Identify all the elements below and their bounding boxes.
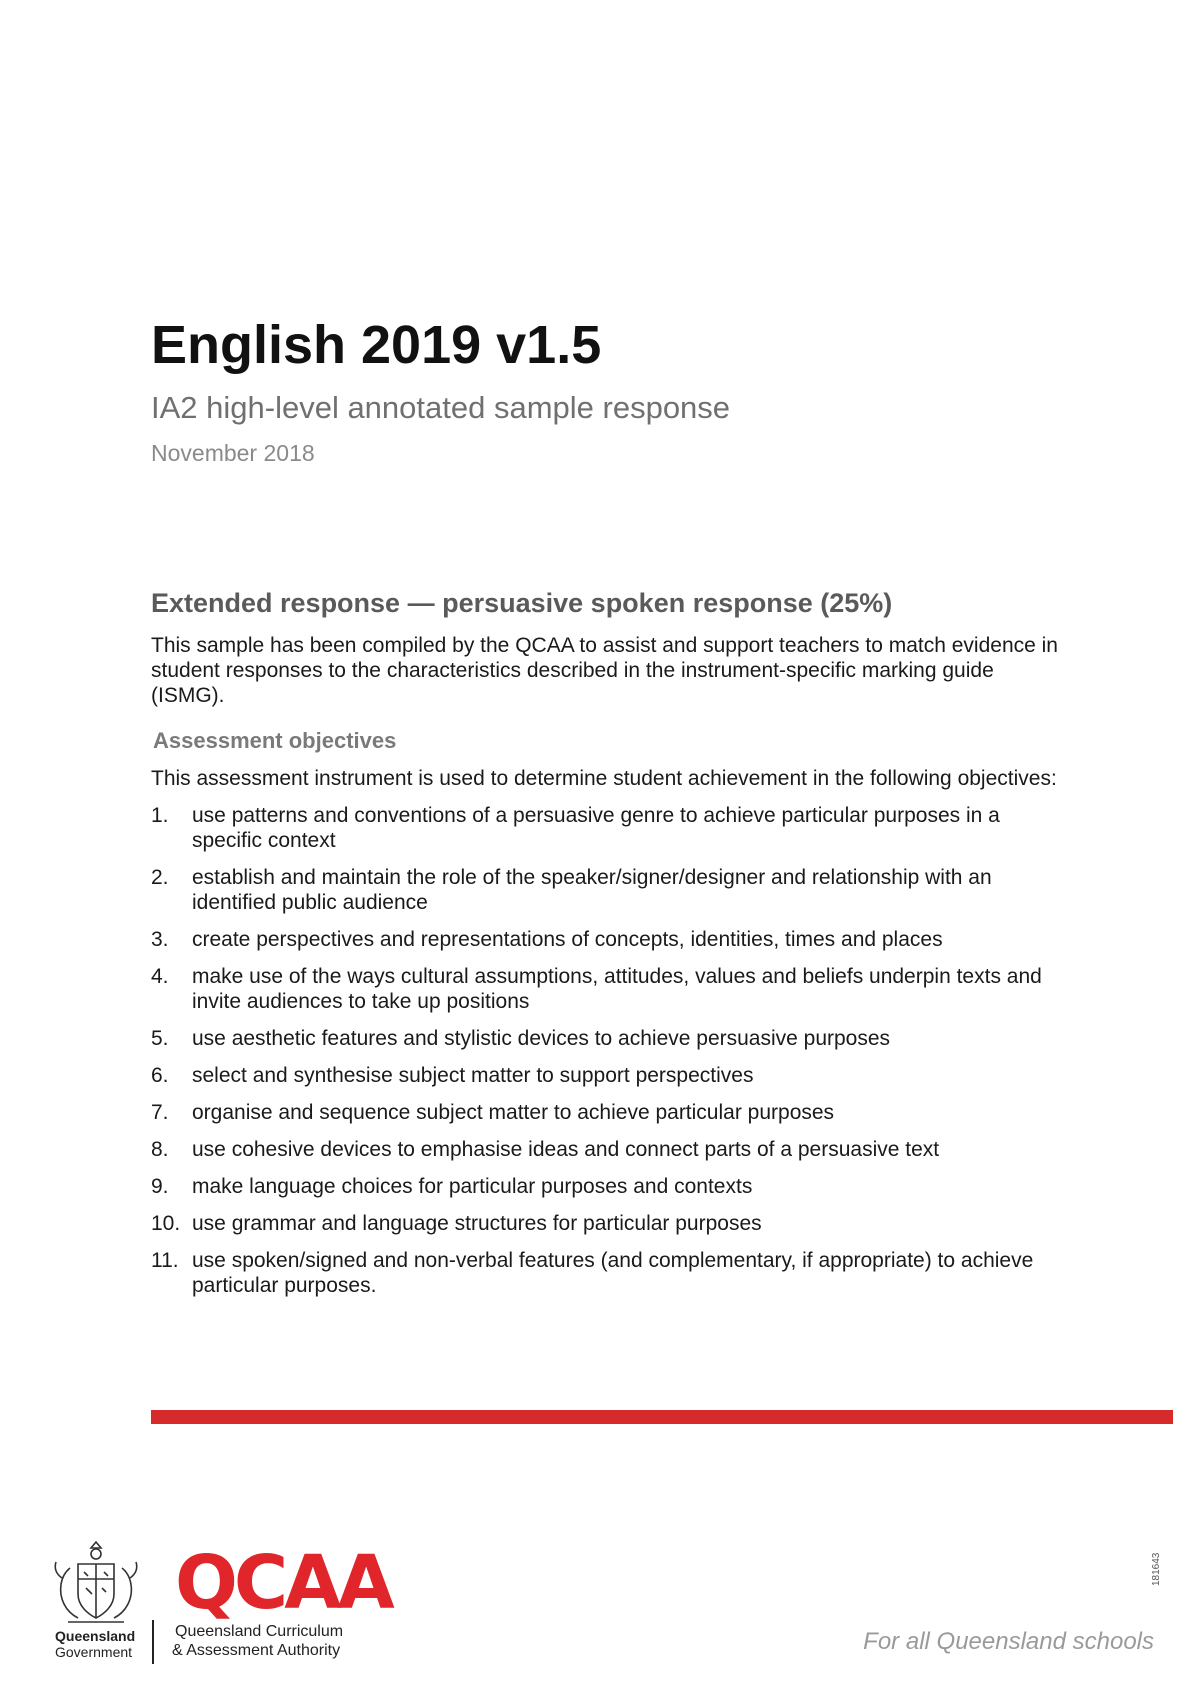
qcaa-name-line1: Queensland Curriculum xyxy=(175,1623,344,1640)
list-item-text: use spoken/signed and non-verbal features (and complementary, if appropriate) to achieve particular purposes. xyxy=(192,1249,1034,1297)
list-item-text: use aesthetic features and stylistic devices to achieve persuasive purposes xyxy=(192,1027,891,1050)
list-item-text: organise and sequence subject matter to achieve particular purposes xyxy=(192,1101,835,1124)
government-label: Government xyxy=(55,1644,133,1660)
list-item-text: select and synthesise subject matter to support perspectives xyxy=(192,1064,754,1087)
extended-response-section xyxy=(151,588,1071,1310)
red-divider-rule xyxy=(151,1410,1173,1424)
document-subtitle: IA2 high-level annotated sample response xyxy=(151,390,731,425)
list-item-number: 2. xyxy=(151,866,169,889)
list-item xyxy=(151,1174,1071,1199)
list-item xyxy=(151,1100,1071,1125)
list-item xyxy=(151,1137,1071,1162)
qcaa-logo: QCAA xyxy=(175,1540,391,1626)
list-item-text: use patterns and conventions of a persuasive genre to achieve particular purposes in a specific context xyxy=(192,804,1000,852)
list-item xyxy=(151,1063,1071,1088)
qcaa-name-line2: & Assessment Authority xyxy=(172,1642,341,1659)
list-item xyxy=(151,865,1071,915)
list-item-number: 8. xyxy=(151,1138,169,1161)
document-title: English 2019 v1.5 xyxy=(151,315,602,375)
document-date: November 2018 xyxy=(151,440,315,466)
list-item-number: 5. xyxy=(151,1027,169,1050)
list-item xyxy=(151,1248,1071,1298)
footer-tagline: For all Queensland schools xyxy=(863,1628,1154,1655)
list-item-number: 11. xyxy=(151,1249,179,1272)
queensland-crest-icon xyxy=(48,1538,144,1632)
list-item xyxy=(151,803,1071,853)
list-item xyxy=(151,964,1071,1014)
list-item-number: 1. xyxy=(151,804,169,827)
list-item-number: 4. xyxy=(151,965,169,988)
section-heading: Extended response — persuasive spoken response (25%) xyxy=(151,588,893,618)
list-item-text: make language choices for particular purposes and contexts xyxy=(192,1175,753,1198)
queensland-government-label: Queensland xyxy=(55,1628,136,1644)
assessment-objectives-heading: Assessment objectives xyxy=(153,728,397,753)
list-item-number: 6. xyxy=(151,1064,169,1087)
objectives-list xyxy=(151,803,1071,1298)
list-item-text: make use of the ways cultural assumptions, attitudes, values and beliefs underpin texts and invite audiences to take up positions xyxy=(192,965,1042,1013)
list-item xyxy=(151,927,1071,952)
document-code: 181643 xyxy=(1151,1552,1162,1586)
list-item-text: create perspectives and representations of concepts, identities, times and places xyxy=(192,928,943,951)
list-item xyxy=(151,1211,1071,1236)
list-item-number: 3. xyxy=(151,928,169,951)
list-item-text: establish and maintain the role of the speaker/signer/designer and relationship with an identified public audience xyxy=(192,866,992,914)
list-item xyxy=(151,1026,1071,1051)
objectives-lead: This assessment instrument is used to determine student achievement in the following objectives: xyxy=(151,767,1057,790)
list-item-text: use cohesive devices to emphasise ideas and connect parts of a persuasive text xyxy=(192,1138,940,1161)
section-intro: This sample has been compiled by the QCAA to assist and support teachers to match evidence in student responses to the characteristics described in the instrument-specific marking guide (ISMG). xyxy=(151,634,1058,707)
logo-divider xyxy=(152,1620,154,1664)
list-item-number: 7. xyxy=(151,1101,169,1124)
list-item-text: use grammar and language structures for particular purposes xyxy=(192,1212,762,1235)
list-item-number: 10. xyxy=(151,1212,181,1235)
list-item-number: 9. xyxy=(151,1175,169,1198)
